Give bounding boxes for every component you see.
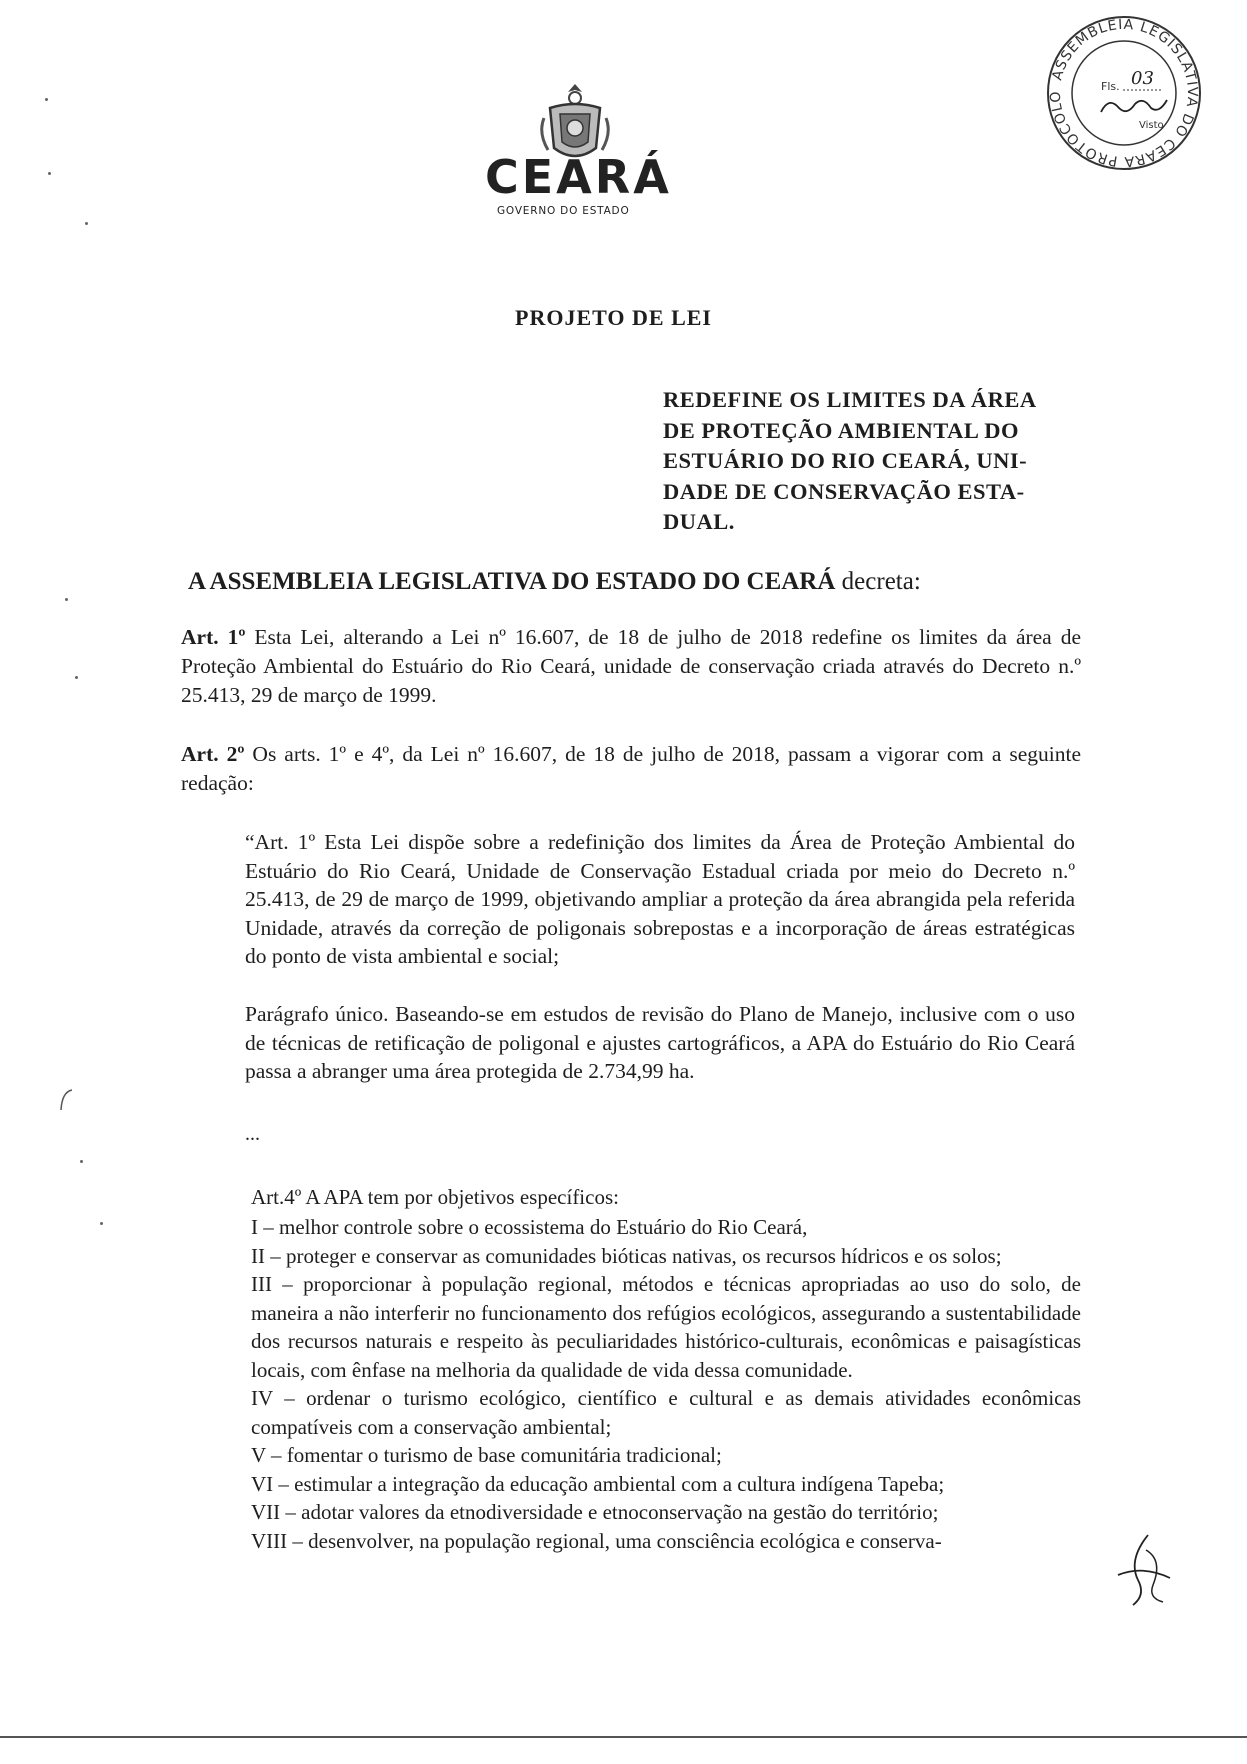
article-1-label: Art. 1º [181,625,246,649]
article-2 [181,740,1081,798]
scan-mark [58,1088,74,1112]
quoted-article-4-heading: Art.4º A APA tem por objetivos específicos: [251,1185,619,1209]
logo-name: CEARÁ [485,150,672,204]
list-item: VII – adotar valores da etnodiversidade e etnoconservação na gestão do território; [251,1500,939,1524]
ementa-line: DE PROTEÇÃO AMBIENTAL DO [663,417,1020,443]
list-item: V – fomentar o turismo de base comunitária tradicional; [251,1443,722,1467]
scan-speck [80,1160,83,1163]
ementa-line: REDEFINE OS LIMITES DA ÁREA [663,387,1037,412]
article-1 [181,623,1081,710]
ellipsis: ... [245,1123,260,1145]
scan-speck [48,172,51,175]
stamp-fls-label: Fls. [1101,80,1120,93]
stamp-visto-label: Visto [1139,120,1164,131]
document-title: PROJETO DE LEI [515,305,712,330]
stamp-fls-number: 03 [1131,68,1154,89]
ementa-line: DADE DE CONSERVAÇÃO ESTA- [663,478,1025,504]
logo-subtitle: GOVERNO DO ESTADO [497,205,630,217]
svg-text:ASSEMBLEIA LEGISLATIVA DO CEAR [1048,17,1200,170]
stamp-signature-icon [1101,100,1167,112]
list-item: VI – estimular a integração da educação ambiental com a cultura indígena Tapeba; [251,1471,945,1496]
ementa [663,385,1063,538]
ementa-line: DUAL. [663,509,735,534]
scan-speck [45,98,48,101]
scan-speck [100,1222,103,1225]
scan-speck [85,222,88,225]
bottom-rule [0,1736,1247,1738]
protocol-stamp [1043,12,1205,174]
ementa-line: ESTUÁRIO DO RIO CEARÁ, UNI- [663,448,1028,473]
scan-speck [75,676,78,679]
list-item: I – melhor controle sobre o ecossistema do Estuário do Rio Ceará, [251,1215,808,1239]
enacting-body: A ASSEMBLEIA LEGISLATIVA DO ESTADO DO CEARÁ [188,568,836,595]
list-item: VIII – desenvolver, na população regional, uma consciência ecológica e conserva- [251,1528,942,1553]
article-2-text: Os arts. 1º e 4º, da Lei nº 16.607, de 18 de julho de 2018, passam a vigorar com a seguinte redação: [181,742,1082,795]
quoted-article-1: “Art. 1º Esta Lei dispõe sobre a redefinição dos limites da Área de Proteção Ambiental do Estuário do Rio Ceará, Unidade de Conservação Estadual criada por meio do Decreto n.º 25.413, de 29 de março de 1999, objetivando ampliar a proteção da área abrangida pela referida Unidade, através da correção de poligonais sobrepostas e a incorporação de áreas estratégicas do ponto de vista ambiental e social; [245,830,1075,968]
list-item: II – proteger e conservar as comunidades bióticas nativas, os recursos hídricos e os solos; [251,1243,1002,1268]
enacting-verb: decreta: [835,568,921,595]
enacting-clause [188,568,921,596]
initials-signature-icon [1108,1530,1178,1610]
quoted-paragrafo-unico: Parágrafo único. Baseando-se em estudos de revisão do Plano de Manejo, inclusive com o uso de técnicas de retificação de poligonal e ajustes cartográficos, a APA do Estuário do Rio Ceará passa a abranger uma área protegida de 2.734,99 ha. [245,1002,1075,1083]
article-2-label: Art. 2º [181,742,245,766]
list-item: IV – ordenar o turismo ecológico, científico e cultural e as demais atividades econômicas compatíveis com a conservação ambiental; [251,1386,1081,1439]
stamp-ring-text: ASSEMBLEIA LEGISLATIVA DO CEARÁ PROTOCOLO [1047,16,1201,170]
list-item: III – proporcionar à população regional, métodos e técnicas apropriadas ao uso do solo, de maneira a não interferir no funcionamento dos refúgios ecológicos, assegurando a sustentabilidade dos recursos naturais e respeito às peculiaridades histórico-culturais, econômicas e paisagísticas locais, com ênfase na melhoria da qualidade de vida dessa comunidade. [251,1272,1081,1382]
quoted-article-4-items [251,1213,1081,1555]
article-1-text: Esta Lei, alterando a Lei nº 16.607, de 18 de julho de 2018 redefine os limites da área de Proteção Ambiental do Estuário do Rio Ceará, unidade de conservação criada através do Decreto n.º 25.413, 29 de março de 1999. [181,625,1081,707]
scan-speck [65,598,68,601]
